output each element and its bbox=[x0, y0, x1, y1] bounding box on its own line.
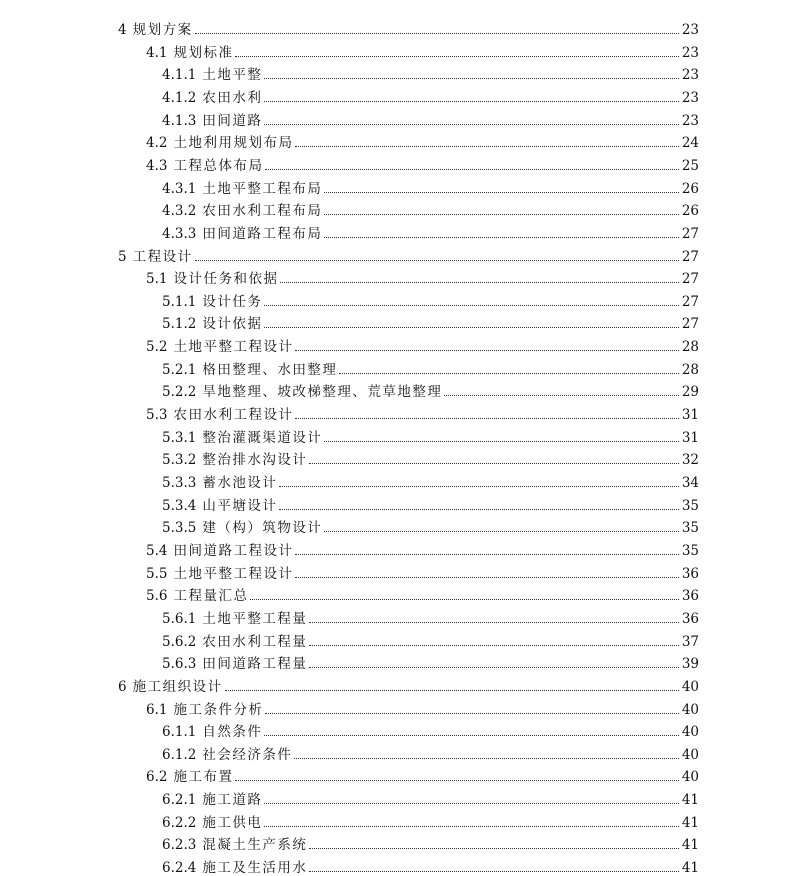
toc-entry-number: 5.6.2 bbox=[162, 633, 197, 650]
toc-entry[interactable] bbox=[146, 154, 699, 174]
toc-entry-title: 整治排水沟设计 bbox=[202, 452, 308, 469]
toc-entry[interactable] bbox=[162, 177, 699, 197]
dot-leader bbox=[264, 735, 678, 736]
dot-leader bbox=[295, 350, 678, 351]
toc-entry-title: 土地利用规划布局 bbox=[173, 135, 294, 152]
dot-leader bbox=[264, 327, 678, 328]
dot-leader bbox=[309, 848, 678, 849]
toc-entry-number: 5.2.2 bbox=[162, 384, 197, 401]
toc-entry-page: 26 bbox=[681, 203, 699, 220]
toc-entry-title: 施工及生活用水 bbox=[202, 860, 308, 876]
toc-entry-number: 5.1.2 bbox=[162, 316, 197, 333]
toc-entry-number: 5.6.1 bbox=[162, 610, 197, 627]
toc-entry-page: 36 bbox=[681, 565, 699, 582]
toc-entry-page: 36 bbox=[681, 588, 699, 605]
toc-entry-number: 6.2.1 bbox=[162, 792, 197, 809]
toc-entry-number: 5.3.1 bbox=[162, 429, 197, 446]
toc-entry-page: 41 bbox=[681, 860, 699, 876]
dot-leader bbox=[324, 531, 678, 532]
toc-entry-title: 田间道路工程量 bbox=[202, 656, 308, 673]
toc-entry-number: 5.2.1 bbox=[162, 361, 197, 378]
toc-entry[interactable] bbox=[162, 743, 699, 763]
toc-entry-title: 工程总体布局 bbox=[173, 157, 264, 174]
toc-entry-title: 施工布置 bbox=[173, 769, 234, 786]
toc-entry-number: 4.1.2 bbox=[162, 89, 197, 106]
toc-entry[interactable] bbox=[162, 630, 699, 650]
dot-leader bbox=[309, 645, 678, 646]
toc-entry-page: 23 bbox=[681, 112, 699, 129]
toc-entry-page: 27 bbox=[681, 271, 699, 288]
toc-entry-title: 自然条件 bbox=[202, 724, 263, 741]
dot-leader bbox=[279, 486, 678, 487]
toc-entry-page: 32 bbox=[681, 452, 699, 469]
toc-entry[interactable] bbox=[146, 765, 699, 785]
toc-entry-page: 24 bbox=[681, 135, 699, 152]
toc-entry-number: 4.1 bbox=[146, 44, 168, 61]
dot-leader bbox=[324, 214, 678, 215]
toc-entry-page: 25 bbox=[681, 157, 699, 174]
dot-leader bbox=[264, 803, 678, 804]
toc-entry-title: 土地平整工程设计 bbox=[173, 565, 294, 582]
toc-entry-page: 40 bbox=[681, 678, 699, 695]
toc-entry-page: 27 bbox=[681, 225, 699, 242]
toc-entry-title: 格田整理、水田整理 bbox=[202, 361, 338, 378]
toc-entry[interactable] bbox=[118, 245, 699, 265]
dot-leader bbox=[195, 260, 679, 261]
dot-leader bbox=[264, 78, 678, 79]
toc-entry-title: 设计依据 bbox=[202, 316, 263, 333]
toc-entry[interactable] bbox=[162, 109, 699, 129]
toc-entry-page: 40 bbox=[681, 769, 699, 786]
toc-entry[interactable] bbox=[162, 290, 699, 310]
toc-entry[interactable] bbox=[118, 675, 699, 695]
toc-entry-title: 土地平整 bbox=[202, 67, 263, 84]
dot-leader bbox=[235, 56, 678, 57]
toc-entry-title: 设计任务和依据 bbox=[173, 271, 279, 288]
toc-entry-title: 农田水利工程设计 bbox=[173, 407, 294, 424]
toc-entry-number: 5.6.3 bbox=[162, 656, 197, 673]
toc-entry-number: 6.2.3 bbox=[162, 837, 197, 854]
toc-entry-title: 农田水利 bbox=[202, 89, 263, 106]
toc-entry[interactable] bbox=[146, 584, 699, 604]
toc-entry-page: 35 bbox=[681, 542, 699, 559]
toc-entry-title: 建（构）筑物设计 bbox=[202, 520, 323, 537]
toc-entry-number: 5.3.5 bbox=[162, 520, 197, 537]
toc-entry-title: 旱地整理、坡改梯整理、荒草地整理 bbox=[202, 384, 443, 401]
toc-entry-page: 37 bbox=[681, 633, 699, 650]
toc-entry-number: 6.1.1 bbox=[162, 724, 197, 741]
toc-entry[interactable] bbox=[146, 267, 699, 287]
toc-entry[interactable] bbox=[162, 516, 699, 536]
toc-entry-number: 5.1 bbox=[146, 271, 168, 288]
toc-entry-number: 5.6 bbox=[146, 588, 168, 605]
toc-entry[interactable] bbox=[162, 222, 699, 242]
toc-entry-title: 规划方案 bbox=[132, 22, 193, 38]
toc-entry-number: 5.3.2 bbox=[162, 452, 197, 469]
dot-leader bbox=[324, 237, 678, 238]
toc-entry-page: 23 bbox=[681, 89, 699, 106]
toc-entry[interactable] bbox=[146, 539, 699, 559]
dot-leader bbox=[250, 599, 678, 600]
toc-entry-number: 6.2 bbox=[146, 769, 168, 786]
toc-entry-page: 28 bbox=[681, 339, 699, 356]
toc-entry-number: 6.2.2 bbox=[162, 814, 197, 831]
toc-entry-title: 土地平整工程设计 bbox=[173, 339, 294, 356]
dot-leader bbox=[264, 305, 678, 306]
toc-entry-number: 5.3.4 bbox=[162, 497, 197, 514]
toc-entry-number: 5.3 bbox=[146, 407, 168, 424]
toc-entry-number: 5.5 bbox=[146, 565, 168, 582]
toc-entry-number: 4.3.2 bbox=[162, 203, 197, 220]
dot-leader bbox=[324, 441, 678, 442]
toc-entry-title: 山平塘设计 bbox=[202, 497, 278, 514]
toc-entry[interactable] bbox=[146, 562, 699, 582]
toc-entry[interactable] bbox=[162, 63, 699, 83]
toc-entry-number: 5.2 bbox=[146, 339, 168, 356]
dot-leader bbox=[265, 713, 678, 714]
toc-entry-page: 35 bbox=[681, 520, 699, 537]
toc-entry-title: 设计任务 bbox=[202, 293, 263, 310]
toc-entry[interactable] bbox=[162, 448, 699, 468]
toc-entry-title: 农田水利工程量 bbox=[202, 633, 308, 650]
toc-entry[interactable] bbox=[162, 652, 699, 672]
toc-entry[interactable] bbox=[146, 41, 699, 61]
toc-entry[interactable] bbox=[162, 358, 699, 378]
toc-entry-number: 6.1.2 bbox=[162, 746, 197, 763]
toc-entry-title: 施工道路 bbox=[202, 792, 263, 809]
toc-entry-title: 工程量汇总 bbox=[173, 588, 249, 605]
toc-entry-title: 农田水利工程布局 bbox=[202, 203, 323, 220]
dot-leader bbox=[279, 509, 678, 510]
dot-leader bbox=[339, 373, 678, 374]
toc-entry[interactable] bbox=[162, 788, 699, 808]
dot-leader bbox=[295, 554, 678, 555]
toc-entry-page: 41 bbox=[681, 814, 699, 831]
dot-leader bbox=[444, 395, 678, 396]
dot-leader bbox=[265, 169, 678, 170]
toc-entry-page: 41 bbox=[681, 837, 699, 854]
toc-entry-number: 6 bbox=[118, 678, 127, 695]
dot-leader bbox=[295, 146, 678, 147]
dot-leader bbox=[294, 758, 678, 759]
toc-entry[interactable] bbox=[162, 199, 699, 219]
dot-leader bbox=[235, 780, 678, 781]
dot-leader bbox=[309, 871, 678, 872]
toc-entry-page: 31 bbox=[681, 407, 699, 424]
toc-entry-title: 混凝土生产系统 bbox=[202, 837, 308, 854]
toc-entry-page: 39 bbox=[681, 656, 699, 673]
toc-entry[interactable] bbox=[118, 18, 699, 38]
toc-entry[interactable] bbox=[146, 698, 699, 718]
toc-entry-page: 40 bbox=[681, 746, 699, 763]
toc-entry-number: 4.1.3 bbox=[162, 112, 197, 129]
toc-entry[interactable] bbox=[146, 335, 699, 355]
toc-entry-number: 5 bbox=[118, 248, 127, 265]
dot-leader bbox=[309, 667, 678, 668]
toc-entry-number: 4 bbox=[118, 22, 127, 38]
toc-entry[interactable] bbox=[146, 403, 699, 423]
toc-entry-page: 35 bbox=[681, 497, 699, 514]
toc-entry-title: 土地平整工程量 bbox=[202, 610, 308, 627]
toc-entry-title: 土地平整工程布局 bbox=[202, 180, 323, 197]
dot-leader bbox=[195, 33, 679, 34]
dot-leader bbox=[295, 418, 678, 419]
dot-leader bbox=[225, 690, 679, 691]
toc-entry[interactable] bbox=[162, 86, 699, 106]
dot-leader bbox=[264, 826, 678, 827]
toc-entry[interactable] bbox=[146, 131, 699, 151]
toc-entry-page: 27 bbox=[681, 316, 699, 333]
toc-entry-title: 施工组织设计 bbox=[132, 678, 223, 695]
toc-entry-page: 40 bbox=[681, 701, 699, 718]
toc-entry-title: 施工条件分析 bbox=[173, 701, 264, 718]
dot-leader bbox=[280, 282, 678, 283]
toc-entry[interactable] bbox=[162, 811, 699, 831]
toc-entry[interactable] bbox=[162, 312, 699, 332]
toc-entry-page: 27 bbox=[681, 248, 699, 265]
toc-entry-page: 31 bbox=[681, 429, 699, 446]
toc-entry-title: 田间道路工程布局 bbox=[202, 225, 323, 242]
toc-entry-number: 5.3.3 bbox=[162, 475, 197, 491]
toc-entry[interactable] bbox=[162, 426, 699, 446]
toc-entry-title: 社会经济条件 bbox=[202, 746, 293, 763]
toc-entry[interactable] bbox=[162, 856, 699, 876]
toc-entry-title: 田间道路 bbox=[202, 112, 263, 129]
toc-entry[interactable] bbox=[162, 471, 699, 491]
toc-entry-page: 26 bbox=[681, 180, 699, 197]
dot-leader bbox=[264, 124, 678, 125]
toc-entry-number: 4.2 bbox=[146, 135, 168, 152]
toc-entry[interactable] bbox=[162, 607, 699, 627]
toc-entry-page: 23 bbox=[681, 22, 699, 38]
toc-entry-title: 田间道路工程设计 bbox=[173, 542, 294, 559]
toc-entry-title: 规划标准 bbox=[173, 44, 234, 61]
toc-entry-title: 整治灌溉渠道设计 bbox=[202, 429, 323, 446]
toc-entry-number: 4.1.1 bbox=[162, 67, 197, 84]
dot-leader bbox=[324, 192, 678, 193]
toc-entry-page: 23 bbox=[681, 67, 699, 84]
toc-entry-number: 5.1.1 bbox=[162, 293, 197, 310]
toc-entry-title: 施工供电 bbox=[202, 814, 263, 831]
toc-entry-number: 6.2.4 bbox=[162, 860, 197, 876]
toc-entry-page: 41 bbox=[681, 792, 699, 809]
toc-entry-number: 4.3.3 bbox=[162, 225, 197, 242]
toc-entry[interactable] bbox=[162, 720, 699, 740]
toc-entry-page: 28 bbox=[681, 361, 699, 378]
toc-entry-page: 23 bbox=[681, 44, 699, 61]
toc-entry-page: 29 bbox=[681, 384, 699, 401]
toc-entry-page: 34 bbox=[681, 475, 699, 491]
toc-entry-page: 27 bbox=[681, 293, 699, 310]
toc-entry-page: 40 bbox=[681, 724, 699, 741]
toc-entry[interactable] bbox=[162, 494, 699, 514]
dot-leader bbox=[309, 622, 678, 623]
toc-entry-number: 4.3.1 bbox=[162, 180, 197, 197]
toc-entry-number: 6.1 bbox=[146, 701, 168, 718]
toc-entry-number: 5.4 bbox=[146, 542, 168, 559]
dot-leader bbox=[295, 577, 678, 578]
toc-entry[interactable] bbox=[162, 833, 699, 853]
toc-entry-title: 工程设计 bbox=[132, 248, 193, 265]
dot-leader bbox=[264, 101, 678, 102]
toc-entry-title: 蓄水池设计 bbox=[202, 475, 278, 491]
dot-leader bbox=[309, 463, 678, 464]
toc-entry-number: 4.3 bbox=[146, 157, 168, 174]
toc-entry-page: 36 bbox=[681, 610, 699, 627]
toc-entry[interactable] bbox=[162, 380, 699, 400]
